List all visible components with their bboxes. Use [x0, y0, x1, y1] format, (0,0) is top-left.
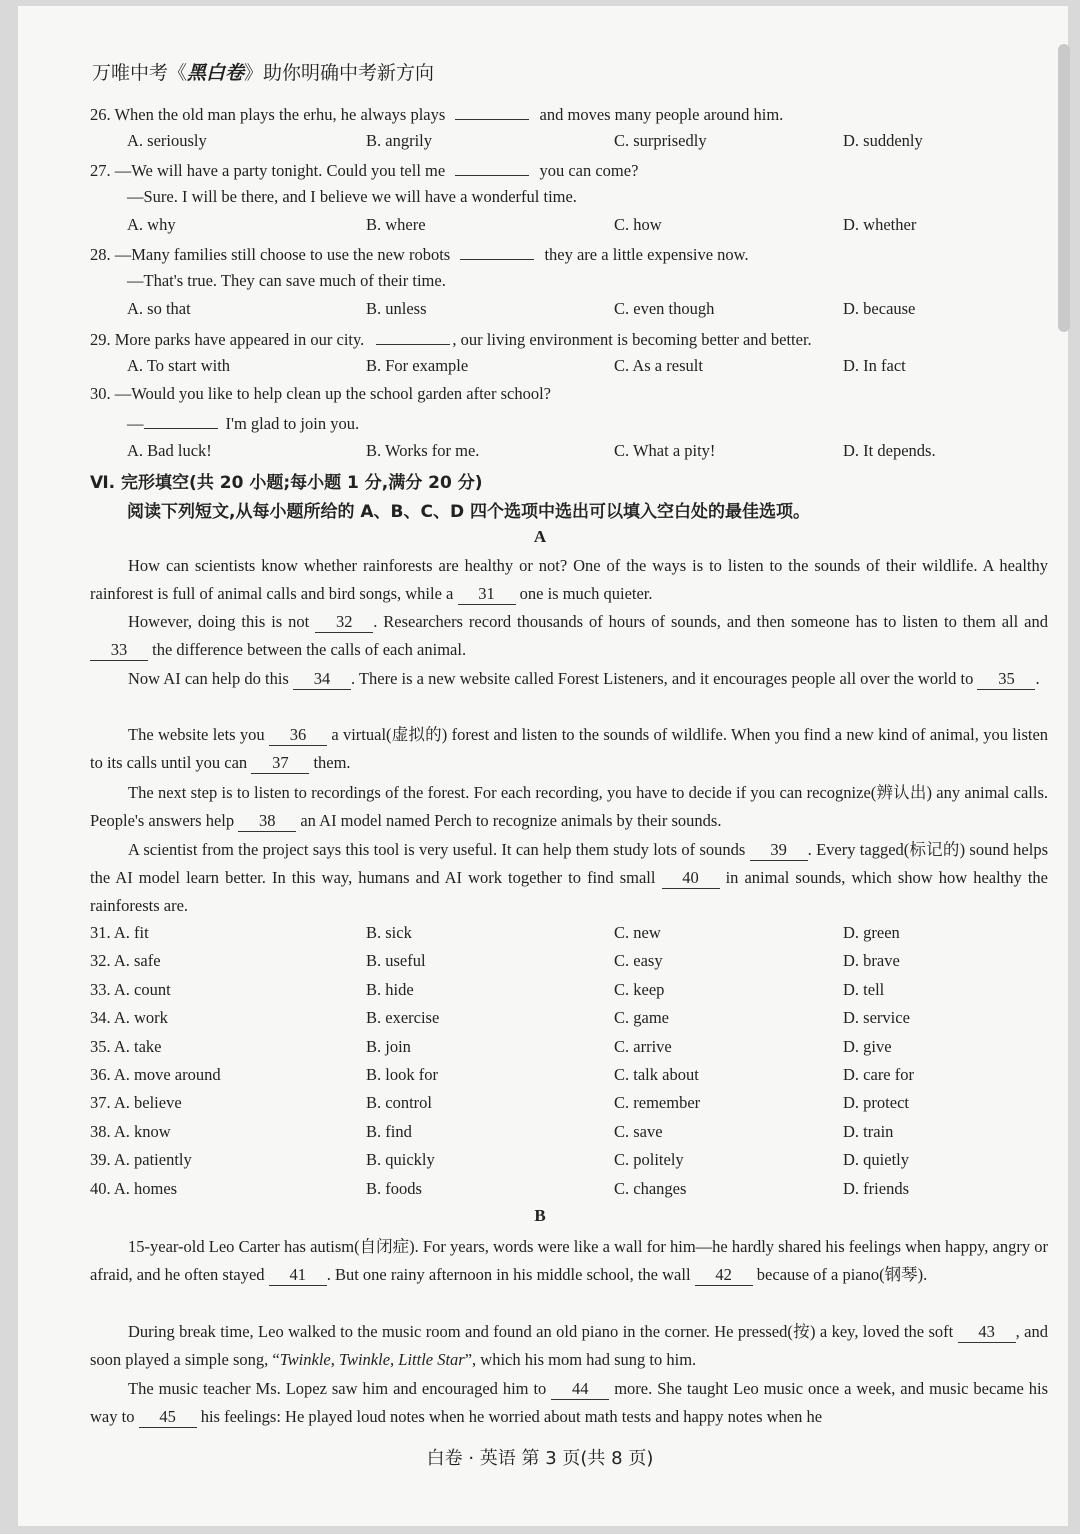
cloze-option-c: C. politely: [614, 1150, 684, 1169]
cloze-option-d: D. green: [843, 923, 900, 942]
cloze-option-a: 31. A. fit: [90, 923, 149, 942]
option-a: A. Bad luck!: [127, 441, 212, 460]
passage-b-paragraph-2: During break time, Leo walked to the music room and found an old piano in the corner. He pressed(按) a key, loved the soft 43 , and soon played a simple song, “Twinkle, Twinkle, Little Star”, which his mom had sung to him.: [90, 1322, 1048, 1369]
blank-37: 37: [251, 753, 309, 774]
blank-38: 38: [238, 811, 296, 832]
passage-b-paragraph-1: 15-year-old Leo Carter has autism(自闭症). For years, words were like a wall for him—he hardly shared his feelings when happy, angry or afraid, and he often stayed 41 . But one rainy afternoon in his middle school, the wall 42 because of a piano(钢琴).: [90, 1237, 1048, 1284]
cloze-option-c: C. easy: [614, 951, 663, 970]
cloze-option-a: 35. A. take: [90, 1037, 162, 1056]
blank-32: 32: [315, 612, 373, 633]
cloze-option-d: D. friends: [843, 1179, 909, 1198]
cloze-option-d: D. give: [843, 1037, 892, 1056]
passage-a-label: A: [533, 527, 547, 546]
cloze-option-b: B. hide: [366, 980, 414, 999]
option-a: A. so that: [127, 299, 191, 318]
option-c: C. even though: [614, 299, 715, 318]
blank-40: 40: [662, 868, 720, 889]
cloze-option-a: 39. A. patiently: [90, 1150, 192, 1169]
question-29: 29. More parks have appeared in our city. , our living environment is becoming better and better.: [90, 330, 812, 349]
option-a: A. seriously: [127, 131, 207, 150]
cloze-option-d: D. protect: [843, 1093, 909, 1112]
cloze-option-b: B. look for: [366, 1065, 438, 1084]
cloze-option-b: B. sick: [366, 923, 412, 942]
song-title: Twinkle, Twinkle, Little Star: [279, 1350, 465, 1369]
cloze-option-b: B. find: [366, 1122, 412, 1141]
cloze-option-d: D. train: [843, 1122, 894, 1141]
passage-a-paragraph-3: Now AI can help do this 34 . There is a new website called Forest Listeners, and it encourages people all over the world to 35 .: [128, 669, 1040, 688]
header-prefix: 万唯中考《: [92, 62, 188, 84]
answer-blank: [455, 159, 529, 176]
blank-39: 39: [750, 840, 808, 861]
scrollbar[interactable]: [1058, 44, 1070, 332]
cloze-option-a: 34. A. work: [90, 1008, 168, 1027]
option-d: D. It depends.: [843, 441, 936, 460]
cloze-option-d: D. care for: [843, 1065, 914, 1084]
option-b: B. where: [366, 215, 426, 234]
passage-a-paragraph-1: How can scientists know whether rainforests are healthy or not? One of the ways is to listen to the sounds of their wildlife. A healthy rainforest is full of animal calls and bird songs, while a 31 one is much quieter.: [90, 556, 1048, 603]
option-b: B. angrily: [366, 131, 432, 150]
blank-42: 42: [695, 1265, 753, 1286]
passage-b-label: B: [534, 1206, 546, 1225]
cloze-option-c: C. changes: [614, 1179, 687, 1198]
cloze-option-b: B. control: [366, 1093, 432, 1112]
cloze-option-c: C. save: [614, 1122, 663, 1141]
blank-41: 41: [269, 1265, 327, 1286]
answer-blank: [376, 328, 450, 345]
option-d: D. whether: [843, 215, 917, 234]
blank-45: 45: [139, 1407, 197, 1428]
blank-35: 35: [977, 669, 1035, 690]
cloze-option-c: C. talk about: [614, 1065, 699, 1084]
cloze-option-a: 38. A. know: [90, 1122, 171, 1141]
option-b: B. For example: [366, 356, 469, 375]
section-title: Ⅵ. 完形填空(共 20 小题;每小题 1 分,满分 20 分): [90, 473, 483, 493]
cloze-option-c: C. game: [614, 1008, 669, 1027]
cloze-option-a: 33. A. count: [90, 980, 171, 999]
blank-34: 34: [293, 669, 351, 690]
cloze-option-d: D. service: [843, 1008, 910, 1027]
passage-a-paragraph-6: A scientist from the project says this tool is very useful. It can help them study lots of sounds 39 . Every tagged(标记的) sound helps the AI model learn better. In this way, humans and AI work together to find small 40 in animal sounds, which show how healthy the rainforests are.: [90, 840, 1048, 915]
cloze-option-c: C. new: [614, 923, 661, 942]
cloze-option-c: C. arrive: [614, 1037, 672, 1056]
cloze-option-a: 32. A. safe: [90, 951, 161, 970]
cloze-option-b: B. quickly: [366, 1150, 435, 1169]
passage-b-paragraph-3: The music teacher Ms. Lopez saw him and encouraged him to 44 more. She taught Leo music once a week, and music became his way to 45 his feelings: He played loud notes when he worried about math tests and happy notes when he: [90, 1379, 1049, 1426]
option-c: C. surprisedly: [614, 131, 707, 150]
answer-blank: [144, 412, 218, 429]
cloze-option-c: C. keep: [614, 980, 665, 999]
option-a: A. why: [127, 215, 176, 234]
blank-33: 33: [90, 640, 148, 661]
question-30: 30. —Would you like to help clean up the school garden after school?: [90, 384, 552, 403]
option-c: C. What a pity!: [614, 441, 716, 460]
cloze-option-d: D. brave: [843, 951, 900, 970]
cloze-option-b: B. foods: [366, 1179, 422, 1198]
page-footer: 白卷 · 英语 第 3 页(共 8 页): [426, 1448, 654, 1469]
option-a: A. To start with: [127, 356, 231, 375]
passage-a-paragraph-5: The next step is to listen to recordings of the forest. For each recording, you have to decide if you can recognize(辨认出) any animal calls. People's answers help 38 an AI model named Perch to recognize animals by their sounds.: [90, 783, 1048, 830]
option-d: D. because: [843, 299, 916, 318]
header-brand: 黑白卷: [187, 62, 245, 84]
blank-44: 44: [551, 1379, 609, 1400]
blank-31: 31: [458, 584, 516, 605]
answer-blank: [460, 243, 534, 260]
dialogue-line: —That's true. They can save much of their time.: [127, 271, 446, 290]
option-d: D. suddenly: [843, 131, 923, 150]
question-26: 26. When the old man plays the erhu, he always plays and moves many people around him.: [90, 105, 784, 124]
section-instruction: 阅读下列短文,从每小题所给的 A、B、C、D 四个选项中选出可以填入空白处的最佳选项。: [127, 502, 810, 522]
cloze-option-b: B. useful: [366, 951, 426, 970]
question-28: 28. —Many families still choose to use the new robots they are a little expensive now.: [90, 245, 749, 264]
answer-blank: [455, 103, 529, 120]
dialogue-line: — I'm glad to join you.: [127, 414, 360, 433]
blank-43: 43: [958, 1322, 1016, 1343]
dialogue-line: —Sure. I will be there, and I believe we will have a wonderful time.: [127, 187, 577, 206]
passage-a-paragraph-4: The website lets you 36 a virtual(虚拟的) forest and listen to the sounds of wildlife. When you find a new kind of animal, you listen to its calls until you can 37 them.: [90, 725, 1049, 772]
blank-36: 36: [269, 725, 327, 746]
cloze-option-c: C. remember: [614, 1093, 701, 1112]
option-b: B. unless: [366, 299, 427, 318]
option-b: B. Works for me.: [366, 441, 480, 460]
option-c: C. As a result: [614, 356, 703, 375]
passage-a-paragraph-2: However, doing this is not 32 . Researchers record thousands of hours of sounds, and then someone has to listen to them all and 33 the difference between the calls of each animal.: [90, 608, 1048, 664]
option-c: C. how: [614, 215, 662, 234]
cloze-option-b: B. exercise: [366, 1008, 440, 1027]
cloze-option-a: 36. A. move around: [90, 1065, 221, 1084]
cloze-option-b: B. join: [366, 1037, 411, 1056]
header-suffix: 》助你明确中考新方向: [244, 62, 435, 84]
question-27: 27. —We will have a party tonight. Could you tell me you can come?: [90, 161, 639, 180]
page-header: [92, 58, 434, 85]
cloze-option-d: D. tell: [843, 980, 885, 999]
cloze-option-a: 40. A. homes: [90, 1179, 178, 1198]
cloze-option-d: D. quietly: [843, 1150, 909, 1169]
option-d: D. In fact: [843, 356, 906, 375]
cloze-option-a: 37. A. believe: [90, 1093, 182, 1112]
